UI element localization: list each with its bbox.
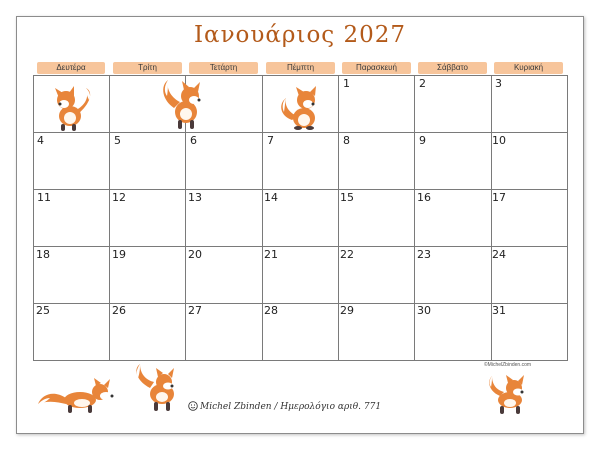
weekday-monday: Δευτέρα [37, 62, 105, 74]
day-number: 10 [492, 134, 506, 147]
weekday-sunday: Κυριακή [494, 62, 563, 74]
day-number: 12 [112, 191, 126, 204]
day-cell[interactable] [339, 76, 415, 133]
day-number: 5 [114, 134, 121, 147]
day-number: 22 [340, 248, 354, 261]
footer-divider [33, 360, 567, 361]
day-number: 29 [340, 304, 354, 317]
day-number: 25 [36, 304, 50, 317]
day-cell[interactable] [339, 133, 415, 190]
day-number: 30 [417, 304, 431, 317]
weekday-tuesday: Τρίτη [113, 62, 182, 74]
day-number: 6 [190, 134, 197, 147]
day-number: 21 [264, 248, 278, 261]
day-number: 8 [343, 134, 350, 147]
day-number: 23 [417, 248, 431, 261]
day-cell[interactable] [492, 76, 568, 133]
day-number: 13 [188, 191, 202, 204]
fox-icon [128, 362, 184, 414]
fox-icon [50, 84, 96, 132]
fox-icon [482, 372, 532, 416]
copyright-link[interactable]: ©MichelZbinden.com [484, 362, 532, 368]
day-cell[interactable] [186, 133, 263, 190]
weekday-saturday: Σάββατο [418, 62, 487, 74]
smiley-icon [188, 401, 198, 411]
day-number: 24 [492, 248, 506, 261]
day-cell[interactable] [415, 76, 492, 133]
day-number: 14 [264, 191, 278, 204]
day-number: 27 [188, 304, 202, 317]
day-cell[interactable] [34, 133, 110, 190]
fox-icon [278, 84, 324, 132]
fox-icon [158, 78, 210, 132]
footer-credit: Michel Zbinden / Ημερολόγιο αριθ. 771 [200, 402, 382, 412]
day-number: 9 [419, 134, 426, 147]
day-number: 15 [340, 191, 354, 204]
weekday-friday: Παρασκευή [342, 62, 411, 74]
day-number: 16 [417, 191, 431, 204]
day-number: 20 [188, 248, 202, 261]
day-cell[interactable] [415, 133, 492, 190]
day-number: 18 [36, 248, 50, 261]
day-number: 26 [112, 304, 126, 317]
weekday-thursday: Πέμπτη [266, 62, 335, 74]
day-number: 1 [343, 77, 350, 90]
day-cell[interactable] [263, 133, 339, 190]
day-number: 11 [37, 191, 51, 204]
fox-icon [36, 376, 124, 416]
day-number: 2 [419, 77, 426, 90]
day-number: 3 [495, 77, 502, 90]
day-number: 4 [37, 134, 44, 147]
weekday-wednesday: Τετάρτη [189, 62, 258, 74]
day-cell[interactable] [110, 133, 186, 190]
day-number: 28 [264, 304, 278, 317]
day-number: 7 [267, 134, 274, 147]
day-number: 17 [492, 191, 506, 204]
day-number: 31 [492, 304, 506, 317]
page-title: Ιανουάριος 2027 [193, 22, 407, 48]
day-number: 19 [112, 248, 126, 261]
